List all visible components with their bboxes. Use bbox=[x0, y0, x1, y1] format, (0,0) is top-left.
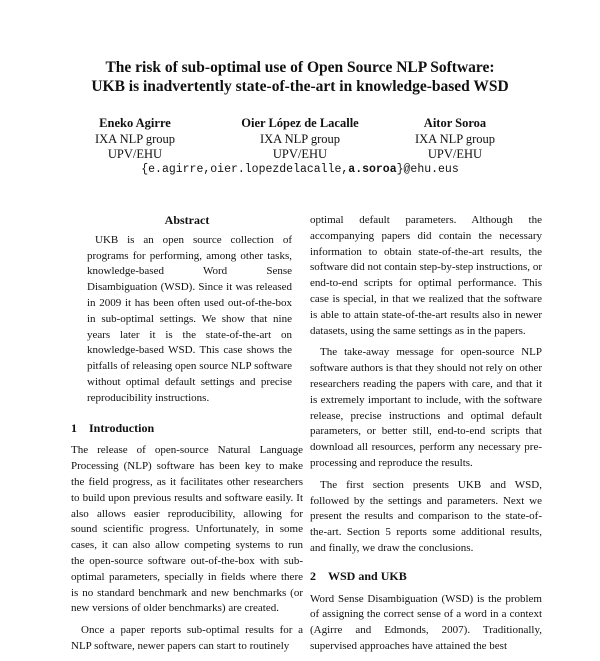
paragraph: The take-away message for open-source NLP software authors is that they should not rely on other researchers reading the papers with care, and that it is extremely important to include, with the software release, precise instructions and optimal default parameters, or better still, end-to-end scripts that download all resources, perform any necessary pre-processing and reproduce the results. bbox=[310, 346, 542, 469]
section-number: 2 bbox=[310, 568, 316, 583]
section-number: 1 bbox=[71, 420, 77, 435]
email-corresponding: a.soroa bbox=[348, 163, 397, 176]
paper-title-line-2: UKB is inadvertently state-of-the-art in knowledge-based WSD bbox=[91, 78, 509, 95]
email-prefix: {e.agirre,oier.lopezdelacalle, bbox=[141, 163, 349, 176]
section-title: Introduction bbox=[89, 420, 155, 435]
author-group: IXA NLP group bbox=[94, 131, 176, 146]
section-heading bbox=[310, 569, 542, 585]
paragraph: The release of open-source Natural Language Processing (NLP) software has been key to make the field progress, as it facilitates other researchers to build upon previous results and software easily. It also allows easier reproducibility, allowing for sound scientific progress. Unfortunately, in some cases, it can also allow competing systems to run the open-source software out-of-the-box with sub-optimal parameters, specially in fields where there is no standard benchmark and new benchmarks (or new versions of older benchmarks) are created. bbox=[71, 444, 303, 615]
author-group: IXA NLP group bbox=[259, 131, 341, 146]
paragraph: Word Sense Disambiguation (WSD) is the problem of assigning the correct sense of a word in a context (Agirre and Edmonds, 2007). Traditionally, supervised approaches have attained the best bbox=[310, 592, 542, 652]
left-column bbox=[71, 213, 303, 661]
author-name: Oier López de Lacalle bbox=[241, 116, 359, 130]
author-group: IXA NLP group bbox=[414, 131, 496, 146]
author-affiliation: UPV/EHU bbox=[272, 147, 328, 161]
author-affiliation: UPV/EHU bbox=[427, 147, 483, 161]
section-heading bbox=[71, 421, 303, 437]
author-name: Eneko Agirre bbox=[99, 116, 171, 130]
paper-title-line-1: The risk of sub-optimal use of Open Source NLP Software: bbox=[105, 59, 495, 76]
abstract-body: UKB is an open source collection of programs for performing, among other tasks, knowledge-based Word Sense Disambiguation (WSD). Since it was released in 2009 it has been often used out-of-the-box in sub-optimal settings. We show that nine years later it is the state-of-the-art on knowledge-based WSD. This case shows the pitfalls of releasing open source NLP software without optimal default settings and precise reproducibility instructions. bbox=[87, 233, 292, 404]
author-affiliation: UPV/EHU bbox=[107, 147, 163, 161]
section-title: WSD and UKB bbox=[328, 568, 407, 583]
paragraph: optimal default parameters. Although the accompanying papers did contain the necessary information to obtain state-of-the-art results, the software did not contain step-by-step instructions, or end-to-end scripts for optimal performance. This case is special, in that we realized that the software is able to attain state-of-the-art results also in newer datasets, using the same settings as in the papers. bbox=[310, 214, 542, 337]
email-suffix: }@ehu.eus bbox=[396, 163, 459, 176]
abstract-heading: Abstract bbox=[164, 213, 210, 227]
paragraph: Once a paper reports sub-optimal results for a NLP software, newer papers can start to routinely bbox=[71, 624, 303, 652]
author-emails bbox=[0, 163, 600, 176]
right-column bbox=[310, 213, 542, 661]
author-block bbox=[50, 116, 220, 163]
author-block bbox=[215, 116, 385, 163]
author-name: Aitor Soroa bbox=[423, 116, 487, 130]
paragraph: The first section presents UKB and WSD, followed by the settings and parameters. Next we present the results and comparison to the state-of-the-art. Section 5 reports some additional results, and finally, we draw the conclusions. bbox=[310, 478, 542, 554]
author-block bbox=[370, 116, 540, 163]
